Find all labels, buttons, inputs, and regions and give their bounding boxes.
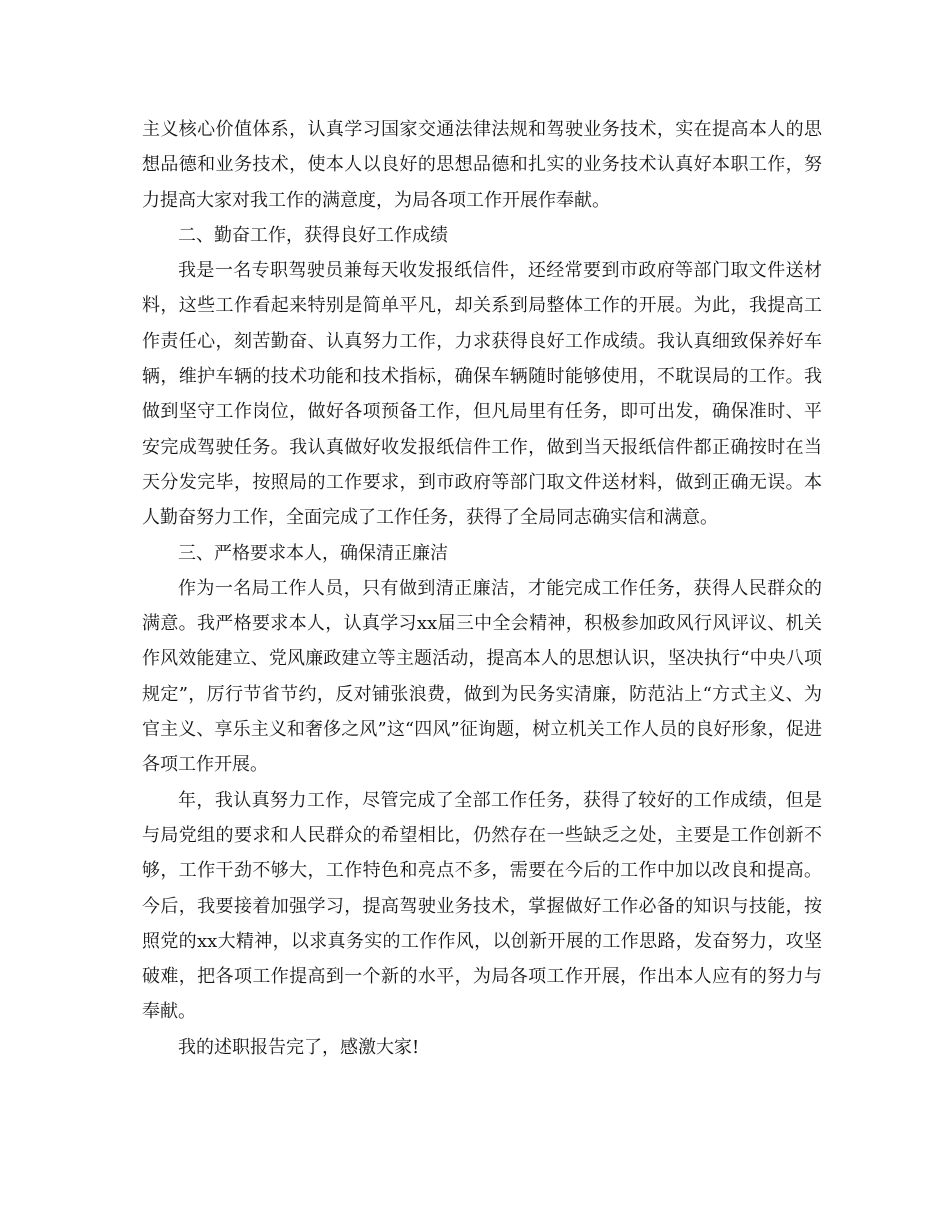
paragraph-integrity: 作为一名局工作人员，只有做到清正廉洁，才能完成工作任务，获得人民群众的满意。我严格要求本人，认真学习xx届三中全会精神，积极参加政风行风评议、机关作风效能建立、党风廉政建立等主题活动，提高本人的思想认识，坚决执行“中央八项规定”，厉行节省节约，反对铺张浪费，做到为民务实清廉，防范沾上“方式主义、为官主义、享乐主义和奢侈之风”这“四风”征询题，树立机关工作人员的良好形象，促进各项工作开展。 (142, 577, 822, 776)
paragraph-closing: 我的述职报告完了，感激大家! (178, 1036, 420, 1058)
report-body (142, 112, 822, 1065)
paragraph-continuation: 主义核心价值体系，认真学习国家交通法律法规和驾驶业务技术，实在提高本人的思想品德和业务技术，使本人以良好的思想品德和扎实的业务技术认真好本职工作，努力提高大家对我工作的满意度，为局各项工作开展作奉献。 (142, 119, 822, 211)
section-heading-3: 三、严格要求本人，确保清正廉洁 (178, 542, 448, 564)
section-heading-2: 二、勤奋工作，获得良好工作成绩 (178, 224, 448, 246)
paragraph-diligent-work: 我是一名专职驾驶员兼每天收发报纸信件，还经常要到市政府等部门取文件送材料，这些工作看起来特别是简单平凡，却关系到局整体工作的开展。为此，我提高工作责任心，刻苦勤奋、认真努力工作，力求获得良好工作成绩。我认真细致保养好车辆，维护车辆的技术功能和技术指标，确保车辆随时能够使用，不耽误局的工作。我做到坚守工作岗位，做好各项预备工作，但凡局里有任务，即可出发，确保准时、平安完成驾驶任务。我认真做好收发报纸信件工作，做到当天报纸信件都正确按时在当天分发完毕，按照局的工作要求，到市政府等部门取文件送材料，做到正确无误。本人勤奋努力工作，全面完成了工作任务，获得了全局同志确实信和满意。 (142, 260, 822, 529)
paragraph-summary: 年，我认真努力工作，尽管完成了全部工作任务，获得了较好的工作成绩，但是与局党组的要求和人民群众的希望相比，仍然存在一些缺乏之处，主要是工作创新不够，工作干劲不够大，工作特色和亮点不多，需要在今后的工作中加以改良和提高。今后，我要接着加强学习，提高驾驶业务技术，掌握做好工作必备的知识与技能，按照党的xx大精神，以求真务实的工作作风，以创新开展的工作思路，发奋努力，攻坚破难，把各项工作提高到一个新的水平，为局各项工作开展，作出本人应有的努力与奉献。 (142, 789, 822, 1023)
